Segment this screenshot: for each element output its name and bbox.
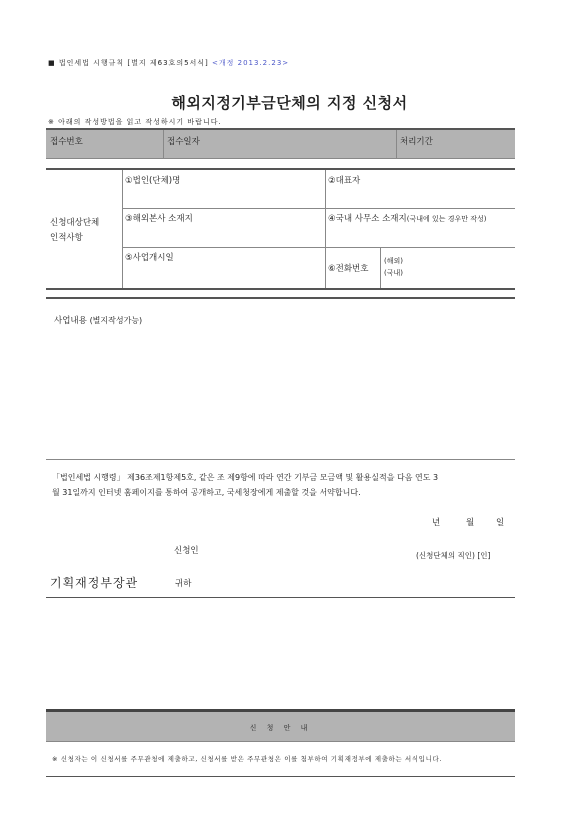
date-day-label: 일 [496, 518, 505, 528]
phone-field[interactable]: ⑥전화번호 [328, 264, 369, 274]
applicant-sign-label: 신청인 [174, 546, 199, 556]
business-start-date-field[interactable]: ⑤사업개시일 [125, 253, 174, 263]
instruction-text: ※ 아래의 작성방법을 읽고 작성하시기 바랍니다. [48, 118, 222, 126]
date-year-label: 년 [432, 518, 441, 528]
pledge-text: 「법인세법 시행령」 제36조제1항제5호, 같은 조 제9항에 따라 연간 기부금 모금액 및 활용실적을 다음 연도 3 월 31일까지 인터넷 홈페이지를 통하여 공개하고, 국세청장에게 제출할 것을 서약합니다. [52, 473, 439, 497]
receipt-date-label: 접수일자 [167, 137, 200, 147]
form-reference: 법인세법 시행규칙 [별지 제63호의5서식] [58, 59, 209, 67]
guide-title: 신 청 안 내 [249, 724, 312, 732]
seal-position-note[interactable]: (신청단체의 직인) [인] [416, 551, 491, 560]
revision-date: <개정 2013.2.23> [212, 59, 290, 67]
business-content-label: 사업내용 (별지작성가능) [54, 316, 143, 326]
phone-overseas-label: (해외) [384, 257, 403, 265]
form-header [48, 58, 289, 68]
processing-period-label: 처리기간 [400, 137, 433, 147]
page-title: 해외지정기부금단체의 지정 신청서 [171, 94, 408, 112]
domestic-office-field[interactable]: ④국내 사무소 소재지(국내에 있는 경우만 작성) [328, 214, 487, 224]
applicant-section-label: 신청대상단체 인적사항 [50, 218, 100, 243]
representative-field[interactable]: ②대표자 [328, 176, 361, 186]
office-use-row [46, 129, 515, 158]
date-month-label: 월 [466, 518, 475, 528]
bullet-icon: ■ [48, 59, 56, 67]
corp-name-field[interactable]: ①법인(단체)명 [125, 176, 181, 186]
phone-domestic-label: (국내) [384, 269, 403, 277]
recipient-name: 기획재정부장관 [50, 576, 139, 590]
recipient-honorific: 귀하 [175, 579, 192, 589]
guide-text: ※ 신청자는 이 신청서를 주무관청에 제출하고, 신청서를 받은 주무관청은 이를 첨부하여 기획재정부에 제출하는 서식입니다. [52, 755, 442, 763]
business-content-area[interactable] [46, 299, 515, 459]
receipt-number-label: 접수번호 [50, 137, 83, 147]
hq-address-field[interactable]: ③해외본사 소재지 [125, 214, 193, 224]
